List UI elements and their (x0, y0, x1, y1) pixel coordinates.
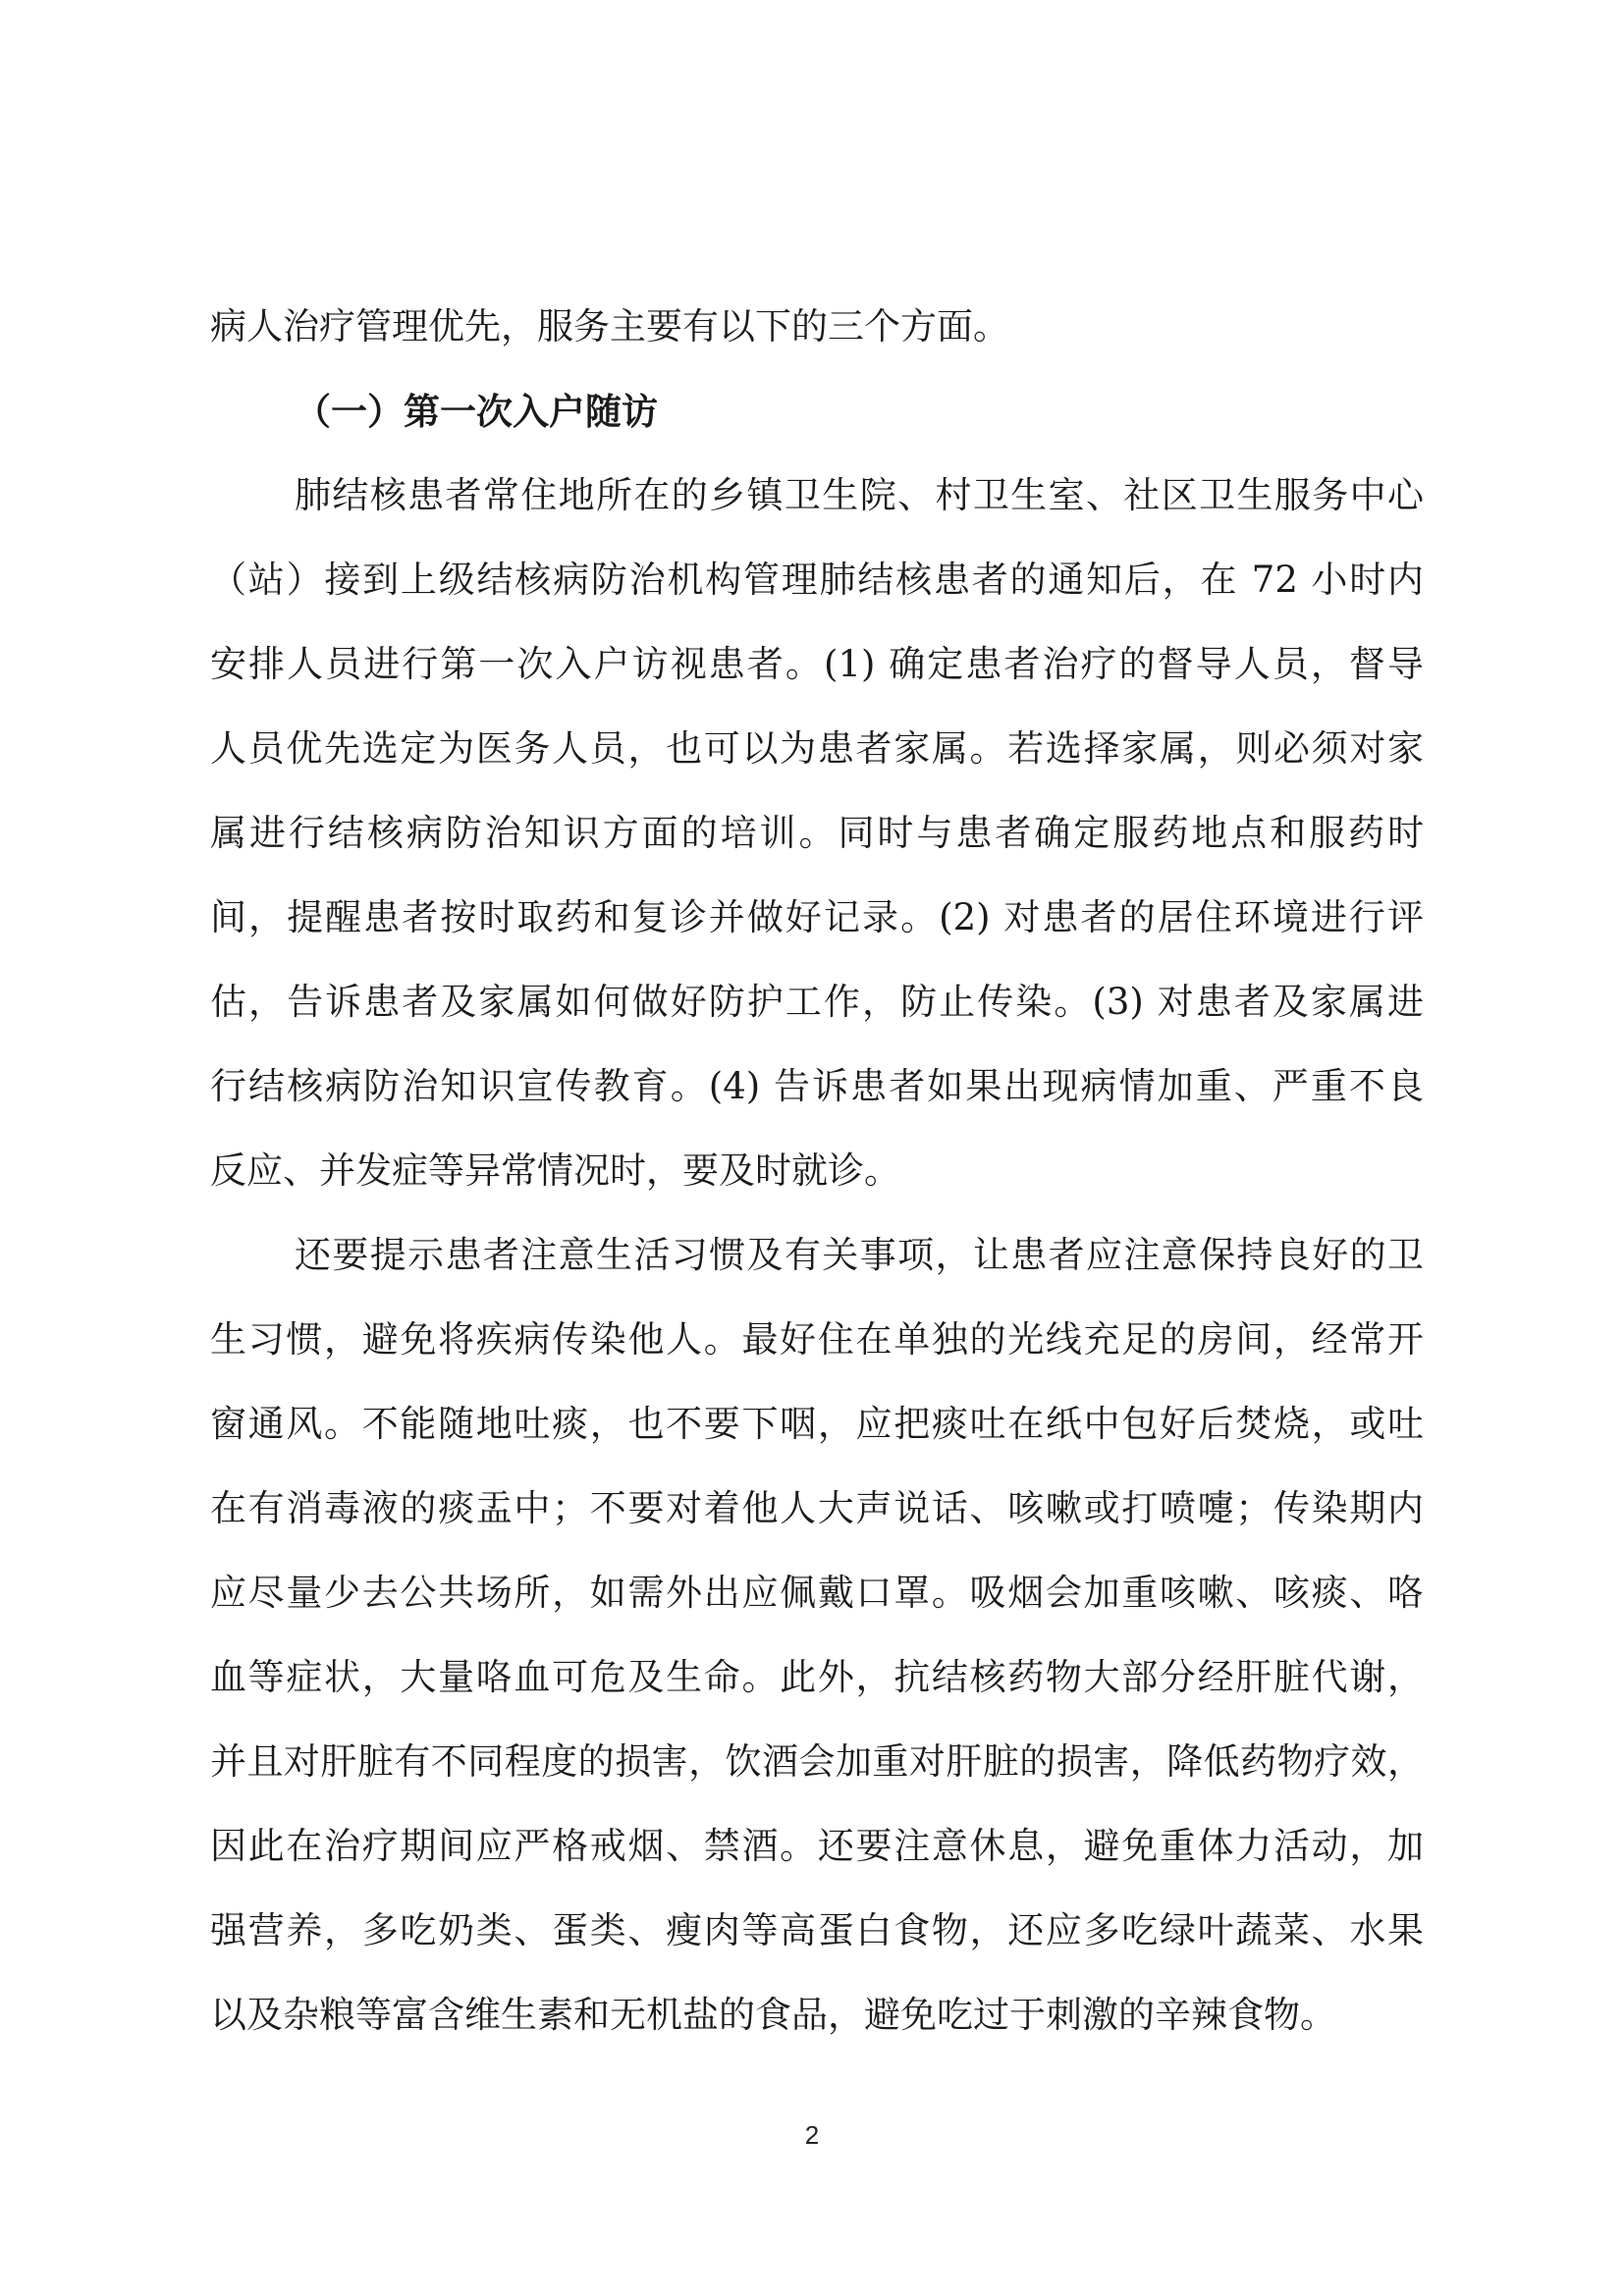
paragraph-living-habits (210, 1213, 1424, 2057)
document-body (210, 285, 1424, 2057)
section-heading: （一）第一次入户随访 (295, 390, 658, 433)
paragraph-line: 窗通风。不能随地吐痰，也不要下咽，应把痰吐在纸中包好后焚烧，或吐 (210, 1403, 1424, 1445)
paragraph-line: 应尽量少去公共场所，如需外出应佩戴口罩。吸烟会加重咳嗽、咳痰、咯 (210, 1572, 1424, 1614)
paragraph-first-visit (210, 454, 1424, 1213)
paragraph-line: 并且对肝脏有不同程度的损害，饮酒会加重对肝脏的损害，降低药物疗效， (210, 1740, 1424, 1783)
paragraph-line: 因此在治疗期间应严格戒烟、禁酒。还要注意休息，避免重体力活动，加 (210, 1825, 1424, 1867)
paragraph-line: 安排人员进行第一次入户访视患者。(1) 确定患者治疗的督导人员，督导 (210, 643, 1424, 685)
intro-line: 病人治疗管理优先，服务主要有以下的三个方面。 (210, 305, 1009, 347)
paragraph-line: 属进行结核病防治知识方面的培训。同时与患者确定服药地点和服药时 (210, 812, 1424, 854)
paragraph-line: 人员优先选定为医务人员，也可以为患者家属。若选择家属，则必须对家 (210, 727, 1424, 770)
paragraph-line: 间，提醒患者按时取药和复诊并做好记录。(2) 对患者的居住环境进行评 (210, 896, 1424, 938)
paragraph-line: 行结核病防治知识宣传教育。(4) 告诉患者如果出现病情加重、严重不良 (210, 1065, 1424, 1107)
paragraph-line: 在有消毒液的痰盂中；不要对着他人大声说话、咳嗽或打喷嚏；传染期内 (210, 1487, 1424, 1529)
paragraph-line: 血等症状，大量咯血可危及生命。此外，抗结核药物大部分经肝脏代谢， (210, 1656, 1424, 1698)
page-number: 2 (804, 2120, 820, 2150)
paragraph-line: 肺结核患者常住地所在的乡镇卫生院、村卫生室、社区卫生服务中心 (295, 474, 1424, 516)
paragraph-line: 强营养，多吃奶类、蛋类、瘦肉等高蛋白食物，还应多吃绿叶蔬菜、水果 (210, 1909, 1424, 1951)
paragraph-line: 还要提示患者注意生活习惯及有关事项，让患者应注意保持良好的卫 (295, 1234, 1424, 1276)
paragraph-line: （站）接到上级结核病防治机构管理肺结核患者的通知后，在 72 小时内 (210, 559, 1424, 601)
paragraph-line: 以及杂粮等富含维生素和无机盐的食品，避免吃过于刺激的辛辣食物。 (210, 1994, 1336, 2036)
paragraph-line: 生习惯，避免将疾病传染他人。最好住在单独的光线充足的房间，经常开 (210, 1318, 1424, 1361)
paragraph-line: 估，告诉患者及家属如何做好防护工作，防止传染。(3) 对患者及家属进 (210, 981, 1424, 1023)
paragraph-line: 反应、并发症等异常情况时，要及时就诊。 (210, 1149, 900, 1192)
